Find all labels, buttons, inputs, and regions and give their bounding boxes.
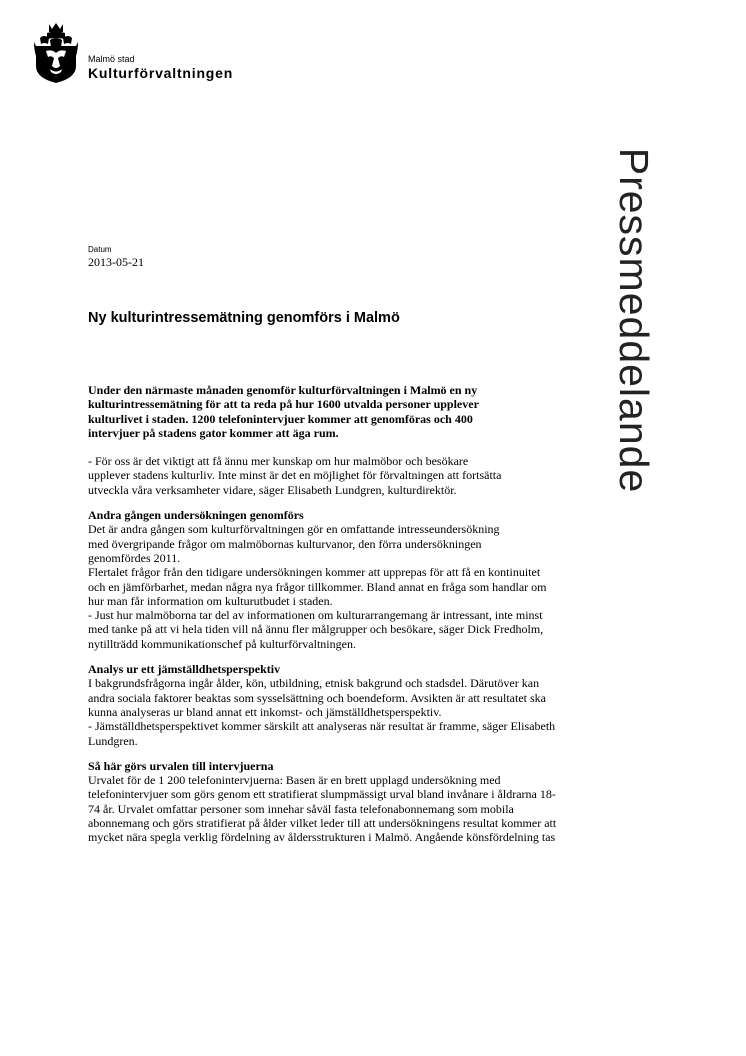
section-heading: Analys ur ett jämställdhetsperspektiv [88, 662, 281, 677]
press-release-body [88, 383, 668, 845]
organization-name: Kulturförvaltningen [88, 65, 234, 81]
section-text: I bakgrundsfrågorna ingår ålder, kön, utbildning, etnisk bakgrund och stadsdel. Därutöver kan andra sociala faktorer beaktas som sysselsättning och boendeform. Avsikten är att resultatet ska kunna analyseras ur bland annat ett inkomst- och jämställdhetsperspektiv. - Jämställdhetsperspektivet kommer särskilt att analyseras när resultat är framme, säger Elisabeth Lundgren. [88, 676, 556, 748]
date-value: 2013-05-21 [88, 255, 144, 269]
organization-header [88, 54, 233, 82]
date-label: Datum [88, 245, 112, 254]
organization-city: Malmö stad [88, 54, 135, 64]
section-text: Det är andra gången som kulturförvaltningen gör en omfattande intresseundersökning med övergripande frågor om malmöbornas kulturvanor, den förra undersökningen genomfördes 2011. Flertalet frågor från den tidigare undersökningen kommer att upprepas för att få en kontinuitet och en jämförbarhet, medan några nya frågor tillkommer. Bland annat en fråga som handlar om hur man får information om kulturutbudet i staden. - Just hur malmöborna tar del av informationen om kulturarrangemang är intressant, inte minst med tanke på att vi hela tiden vill nå ännu fler målgrupper och besökare, säger Dick Fredholm, nytillträdd kommunikationschef på kulturförvaltningen. [88, 522, 547, 651]
malmo-griffin-crest-icon [34, 22, 78, 84]
intro-paragraph: - För oss är det viktigt att få ännu mer kunskap om hur malmöbor och besökare upplever stadens kulturliv. Inte minst är det en möjlighet för förvaltningen att fortsätta utveckla våra verksamheter vidare, säger Elisabeth Lundgren, kulturdirektör. [88, 454, 502, 497]
section-heading: Andra gången undersökningen genomförs [88, 508, 304, 523]
section-text: Urvalet för de 1 200 telefonintervjuerna: Basen är en brett upplagd undersökning med telefonintervjuer som görs genom ett stratifierat slumpmässigt urval bland invånare i åldrarna 18- 74 år. Urvalet omfattar personer som innehar såväl fasta telefonabonnemang som mobila abonnemang och görs stratifierat på ålder vilket leder till att undersökningens resultat kommer att mycket nära spegla verklig fördelning av åldersstrukturen i Malmö. Angående könsfördelning tas [88, 773, 557, 845]
lead-paragraph: Under den närmaste månaden genomför kulturförvaltningen i Malmö en ny kulturintressemätning för att ta reda på hur 1600 utvalda personer upplever kulturlivet i staden. 1200 telefonintervjuer kommer att genomföras och 400 intervjuer på stadens gator kommer att äga rum. [88, 383, 479, 440]
section-heading: Så här görs urvalen till intervjuerna [88, 758, 274, 773]
press-release-title: Ny kulturintressemätning genomförs i Malmö [88, 310, 400, 326]
document-type-text: Pressmeddelande [611, 147, 658, 493]
date-block [88, 245, 144, 270]
